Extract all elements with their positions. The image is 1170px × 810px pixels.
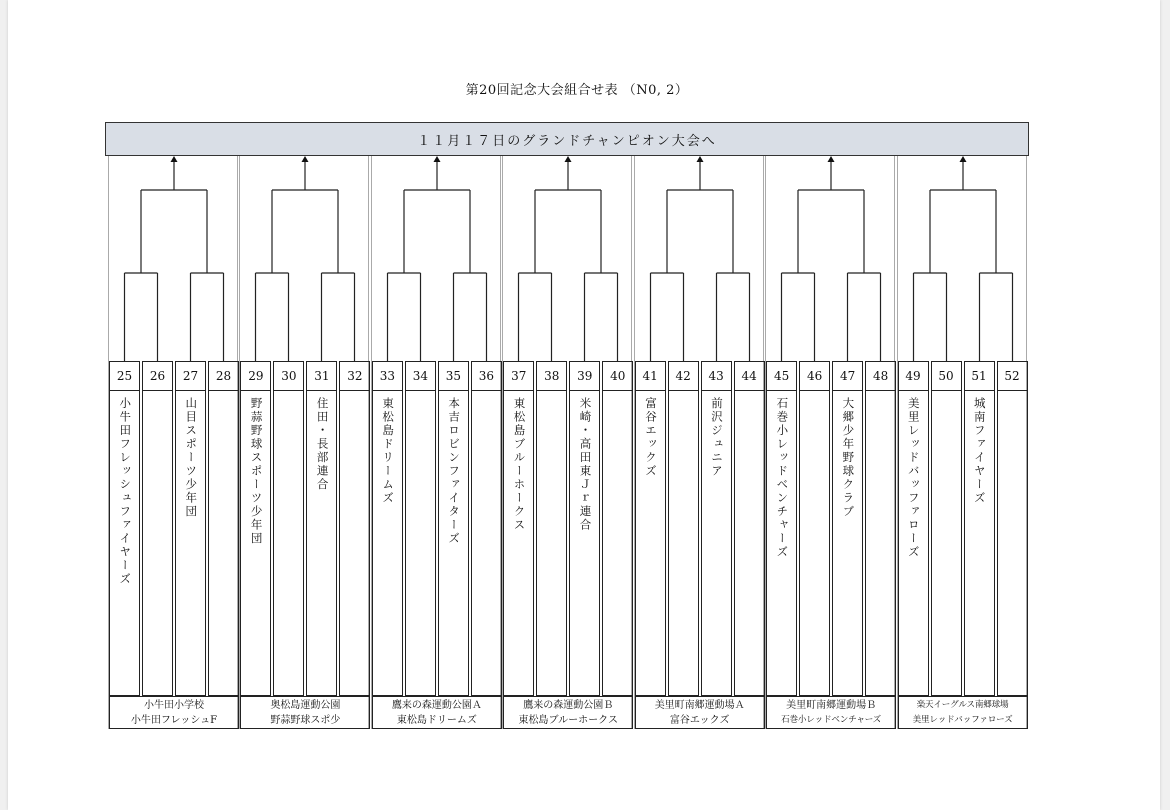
slot-number: 36 — [471, 361, 502, 391]
team-slot — [175, 361, 206, 696]
team-slot — [405, 361, 436, 696]
arrow-up-icon — [302, 156, 309, 162]
team-name-cell — [471, 391, 502, 696]
venue-box — [372, 696, 502, 729]
slot-number: 51 — [964, 361, 995, 391]
bracket-group — [371, 156, 501, 729]
slot-number: 28 — [208, 361, 239, 391]
slot-number: 49 — [898, 361, 929, 391]
slot-number: 43 — [701, 361, 732, 391]
team-slot — [142, 361, 173, 696]
venue-host-team: 美里レッドバッファローズ — [912, 714, 1013, 725]
slot-number: 26 — [142, 361, 173, 391]
team-slot — [865, 361, 896, 696]
slot-number: 38 — [536, 361, 567, 391]
team-slot — [240, 361, 271, 696]
team-slot — [438, 361, 469, 696]
team-name-cell — [865, 391, 896, 696]
slot-number: 50 — [931, 361, 962, 391]
team-name: 野蒜野球スポーツ少年団 — [249, 397, 264, 546]
slot-number: 39 — [569, 361, 600, 391]
team-name-cell — [569, 391, 600, 696]
team-name: 東松島ブルーホークス — [512, 397, 527, 532]
team-slot — [273, 361, 304, 696]
team-slot — [734, 361, 765, 696]
team-name: 城南ファイヤーズ — [972, 397, 987, 505]
team-name-cell — [208, 391, 239, 696]
slot-number: 34 — [405, 361, 436, 391]
team-name: 前沢ジュニア — [709, 397, 724, 478]
venue-host-team: 小牛田フレッシュF — [130, 714, 218, 726]
arrow-up-icon — [696, 156, 703, 162]
team-name-cell — [503, 391, 534, 696]
team-name: 富谷エックズ — [643, 397, 658, 478]
venue-box — [635, 696, 765, 729]
venue-name: 鷹来の森運動公園Ｂ — [523, 699, 614, 711]
team-name-cell — [175, 391, 206, 696]
document-page — [8, 0, 1160, 810]
team-name-cell — [142, 391, 173, 696]
team-name-cell — [273, 391, 304, 696]
team-name-cell — [372, 391, 403, 696]
slot-number: 30 — [273, 361, 304, 391]
venue-host-team: 東松島ドリームズ — [396, 714, 477, 726]
slot-number: 44 — [734, 361, 765, 391]
team-name: 山目スポーツ少年団 — [184, 397, 199, 519]
venue-box — [503, 696, 633, 729]
bracket-lines — [372, 156, 502, 361]
arrow-up-icon — [171, 156, 178, 162]
team-slot — [635, 361, 666, 696]
team-slot — [766, 361, 797, 696]
slot-number: 35 — [438, 361, 469, 391]
team-name-cell — [799, 391, 830, 696]
arrow-up-icon — [433, 156, 440, 162]
bracket-lines — [898, 156, 1028, 361]
team-name: 石巻小レッドベンチャーズ — [775, 397, 790, 559]
venue-box — [766, 696, 896, 729]
team-name-cell — [438, 391, 469, 696]
team-slot — [898, 361, 929, 696]
slot-number: 48 — [865, 361, 896, 391]
slot-number: 46 — [799, 361, 830, 391]
team-slot — [306, 361, 337, 696]
team-slot — [668, 361, 699, 696]
bracket-group — [108, 156, 238, 729]
bracket-group — [502, 156, 632, 729]
slot-row — [766, 361, 896, 696]
team-slot — [536, 361, 567, 696]
team-name-cell — [668, 391, 699, 696]
arrow-up-icon — [828, 156, 835, 162]
team-name: 大郷少年野球クラブ — [841, 397, 856, 519]
slot-number: 33 — [372, 361, 403, 391]
slot-row — [109, 361, 239, 696]
slot-number: 27 — [175, 361, 206, 391]
page-title: 第20回記念大会組合せ表 （N0, 2） — [465, 83, 689, 98]
bracket-lines — [109, 156, 239, 361]
slot-number: 32 — [339, 361, 370, 391]
team-name-cell — [931, 391, 962, 696]
arrow-up-icon — [959, 156, 966, 162]
slot-row — [503, 361, 633, 696]
bracket-lines — [240, 156, 370, 361]
team-name-cell — [701, 391, 732, 696]
venue-name: 小牛田小学校 — [144, 699, 204, 711]
team-slot — [109, 361, 140, 696]
slot-number: 41 — [635, 361, 666, 391]
venue-box — [898, 696, 1028, 729]
venue-host-team: 野蒜野球スポ少 — [270, 714, 341, 726]
team-slot — [799, 361, 830, 696]
team-slot — [569, 361, 600, 696]
team-name-cell — [734, 391, 765, 696]
team-name-cell — [339, 391, 370, 696]
team-name-cell — [405, 391, 436, 696]
team-name: 小牛田フレッシュファイヤーズ — [118, 397, 133, 586]
bracket-lines — [635, 156, 765, 361]
venue-box — [240, 696, 370, 729]
slot-row — [635, 361, 765, 696]
team-name-cell — [240, 391, 271, 696]
slot-number: 45 — [766, 361, 797, 391]
venue-host-team: 石巻小レッドベンチャーズ — [781, 714, 882, 725]
team-slot — [964, 361, 995, 696]
bracket-group — [239, 156, 369, 729]
slot-row — [898, 361, 1028, 696]
team-name-cell — [109, 391, 140, 696]
team-slot — [372, 361, 403, 696]
team-slot — [503, 361, 534, 696]
slot-number: 42 — [668, 361, 699, 391]
team-name-cell — [306, 391, 337, 696]
team-slot — [471, 361, 502, 696]
team-slot — [832, 361, 863, 696]
team-name-cell — [766, 391, 797, 696]
venue-box — [109, 696, 239, 729]
slot-number: 31 — [306, 361, 337, 391]
team-name-cell — [635, 391, 666, 696]
final-destination-banner: １１月１７日のグランドチャンピオン大会へ — [105, 122, 1029, 156]
slot-row — [240, 361, 370, 696]
venue-name: 美里町南郷運動場Ａ — [654, 699, 745, 711]
team-name-cell — [997, 391, 1028, 696]
venue-name: 奥松島運動公園 — [270, 699, 341, 711]
bracket-lines — [503, 156, 633, 361]
team-name: 東松島ドリームズ — [381, 397, 396, 505]
team-slot — [208, 361, 239, 696]
venue-name: 楽天イーグルス南郷球場 — [916, 699, 1009, 710]
bracket-group — [897, 156, 1027, 729]
team-name: 美里レッドバッファローズ — [906, 397, 921, 559]
team-name-cell — [602, 391, 633, 696]
team-slot — [339, 361, 370, 696]
team-name-cell — [536, 391, 567, 696]
slot-number: 52 — [997, 361, 1028, 391]
slot-number: 47 — [832, 361, 863, 391]
team-name-cell — [964, 391, 995, 696]
venue-host-team: 富谷エックズ — [669, 714, 730, 726]
team-name: 本吉ロビンファイターズ — [447, 397, 462, 546]
venue-host-team: 東松島ブルーホークス — [518, 714, 619, 726]
bracket-lines — [766, 156, 896, 361]
bracket-group — [765, 156, 895, 729]
arrow-up-icon — [565, 156, 572, 162]
venue-name: 美里町南郷運動場Ｂ — [786, 699, 877, 711]
team-name-cell — [832, 391, 863, 696]
slot-number: 37 — [503, 361, 534, 391]
team-name: 住田・長部連合 — [315, 397, 330, 492]
team-slot — [602, 361, 633, 696]
team-slot — [701, 361, 732, 696]
team-name: 米崎・高田東Ｊｒ連合 — [578, 397, 593, 532]
venue-name: 鷹来の森運動公園Ａ — [391, 699, 482, 711]
slot-number: 25 — [109, 361, 140, 391]
team-slot — [931, 361, 962, 696]
slot-number: 29 — [240, 361, 271, 391]
slot-number: 40 — [602, 361, 633, 391]
team-name-cell — [898, 391, 929, 696]
tournament-bracket — [108, 156, 1028, 729]
slot-row — [372, 361, 502, 696]
team-slot — [997, 361, 1028, 696]
bracket-group — [634, 156, 764, 729]
